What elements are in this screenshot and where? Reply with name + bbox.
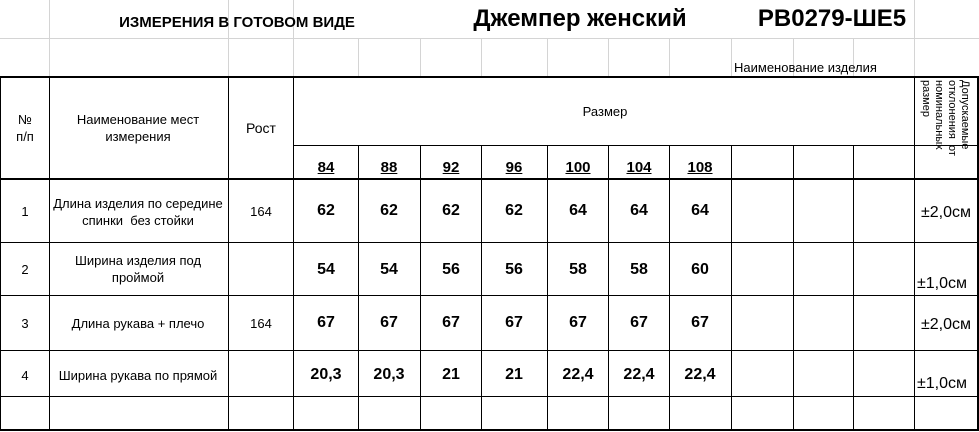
value-cell: 67 <box>630 314 648 331</box>
grid-line <box>358 38 359 76</box>
grid-line <box>731 38 732 76</box>
size-header-divider <box>293 145 979 146</box>
col-border <box>547 145 548 431</box>
value-cell: 58 <box>569 261 587 278</box>
col-border <box>481 145 482 431</box>
value-cell: 54 <box>380 261 398 278</box>
row-divider <box>0 396 979 397</box>
col-border <box>0 76 1 431</box>
size-header: 96 <box>505 159 523 176</box>
value-cell: 62 <box>317 202 335 219</box>
value-cell: 62 <box>380 202 398 219</box>
row-height: 164 <box>250 204 272 219</box>
col-border <box>853 145 854 431</box>
value-cell: 60 <box>691 261 709 278</box>
value-cell: 67 <box>691 314 709 331</box>
grid-line <box>547 38 548 76</box>
value-cell: 21 <box>505 366 523 383</box>
grid-line <box>420 38 421 76</box>
col-border <box>420 145 421 431</box>
measurements-title: ИЗМЕРЕНИЯ В ГОТОВОМ ВИДЕ <box>119 14 355 31</box>
row-number: 1 <box>21 204 29 219</box>
tolerance-cell: ±2,0см <box>920 204 972 221</box>
size-header: 84 <box>317 159 335 176</box>
size-header: 108 <box>687 159 713 176</box>
value-cell: 56 <box>505 261 523 278</box>
col-header-number: № п/п <box>16 112 34 144</box>
value-cell: 64 <box>691 202 709 219</box>
row-number: 3 <box>21 316 29 331</box>
size-header: 92 <box>442 159 460 176</box>
value-cell: 64 <box>569 202 587 219</box>
value-cell: 67 <box>569 314 587 331</box>
value-cell: 22,4 <box>623 366 655 383</box>
row-divider <box>0 350 979 351</box>
row-measurement-name: Ширина изделия под проймой <box>74 253 202 285</box>
value-cell: 20,3 <box>373 366 405 383</box>
article-number: PB0279-ШЕ5 <box>757 5 907 32</box>
grid-line <box>481 38 482 76</box>
header-bottom-border <box>0 178 979 180</box>
row-height: 164 <box>250 316 272 331</box>
value-cell: 67 <box>317 314 335 331</box>
tolerance-cell: ±2,0см <box>920 316 972 333</box>
grid-line <box>669 38 670 76</box>
row-measurement-name: Длина рукава + плечо <box>71 316 205 331</box>
row-divider <box>0 242 979 243</box>
col-border <box>793 145 794 431</box>
value-cell: 21 <box>442 366 460 383</box>
value-cell: 58 <box>630 261 648 278</box>
col-header-height: Рост <box>246 120 276 136</box>
col-border <box>358 145 359 431</box>
col-header-size: Размер <box>582 104 628 119</box>
tolerance-cell: ±1,0см <box>916 375 968 392</box>
tolerance-cell: ±1,0см <box>916 275 968 292</box>
value-cell: 64 <box>630 202 648 219</box>
grid-line <box>608 38 609 76</box>
col-header-measurement: Наименование мест измерения <box>76 112 200 144</box>
value-cell: 67 <box>442 314 460 331</box>
col-border <box>228 76 229 431</box>
table-border-bottom <box>0 429 979 431</box>
value-cell: 56 <box>442 261 460 278</box>
col-border <box>914 76 915 431</box>
col-border <box>669 145 670 431</box>
col-border <box>49 76 50 431</box>
row-measurement-name: Длина изделия по середине спинки без стойки <box>53 196 223 228</box>
table-border-top <box>0 76 979 78</box>
col-border <box>608 145 609 431</box>
value-cell: 54 <box>317 261 335 278</box>
row-number: 4 <box>21 368 29 383</box>
size-header: 104 <box>626 159 652 176</box>
row-divider <box>0 295 979 296</box>
value-cell: 67 <box>505 314 523 331</box>
value-cell: 62 <box>442 202 460 219</box>
value-cell: 22,4 <box>684 366 716 383</box>
row-measurement-name: Ширина рукава по прямой <box>58 368 218 383</box>
size-header: 100 <box>565 159 591 176</box>
value-cell: 20,3 <box>310 366 342 383</box>
product-name: Джемпер женский <box>473 5 687 32</box>
col-border <box>731 145 732 431</box>
grid-line <box>0 38 979 39</box>
value-cell: 62 <box>505 202 523 219</box>
col-header-tolerance: Допускаемые отклонения от номинальных размер <box>920 80 971 156</box>
value-cell: 67 <box>380 314 398 331</box>
size-header: 88 <box>380 159 398 176</box>
value-cell: 22,4 <box>562 366 594 383</box>
col-border <box>293 76 294 431</box>
row-number: 2 <box>21 262 29 277</box>
product-caption: Наименование изделия <box>734 60 877 75</box>
